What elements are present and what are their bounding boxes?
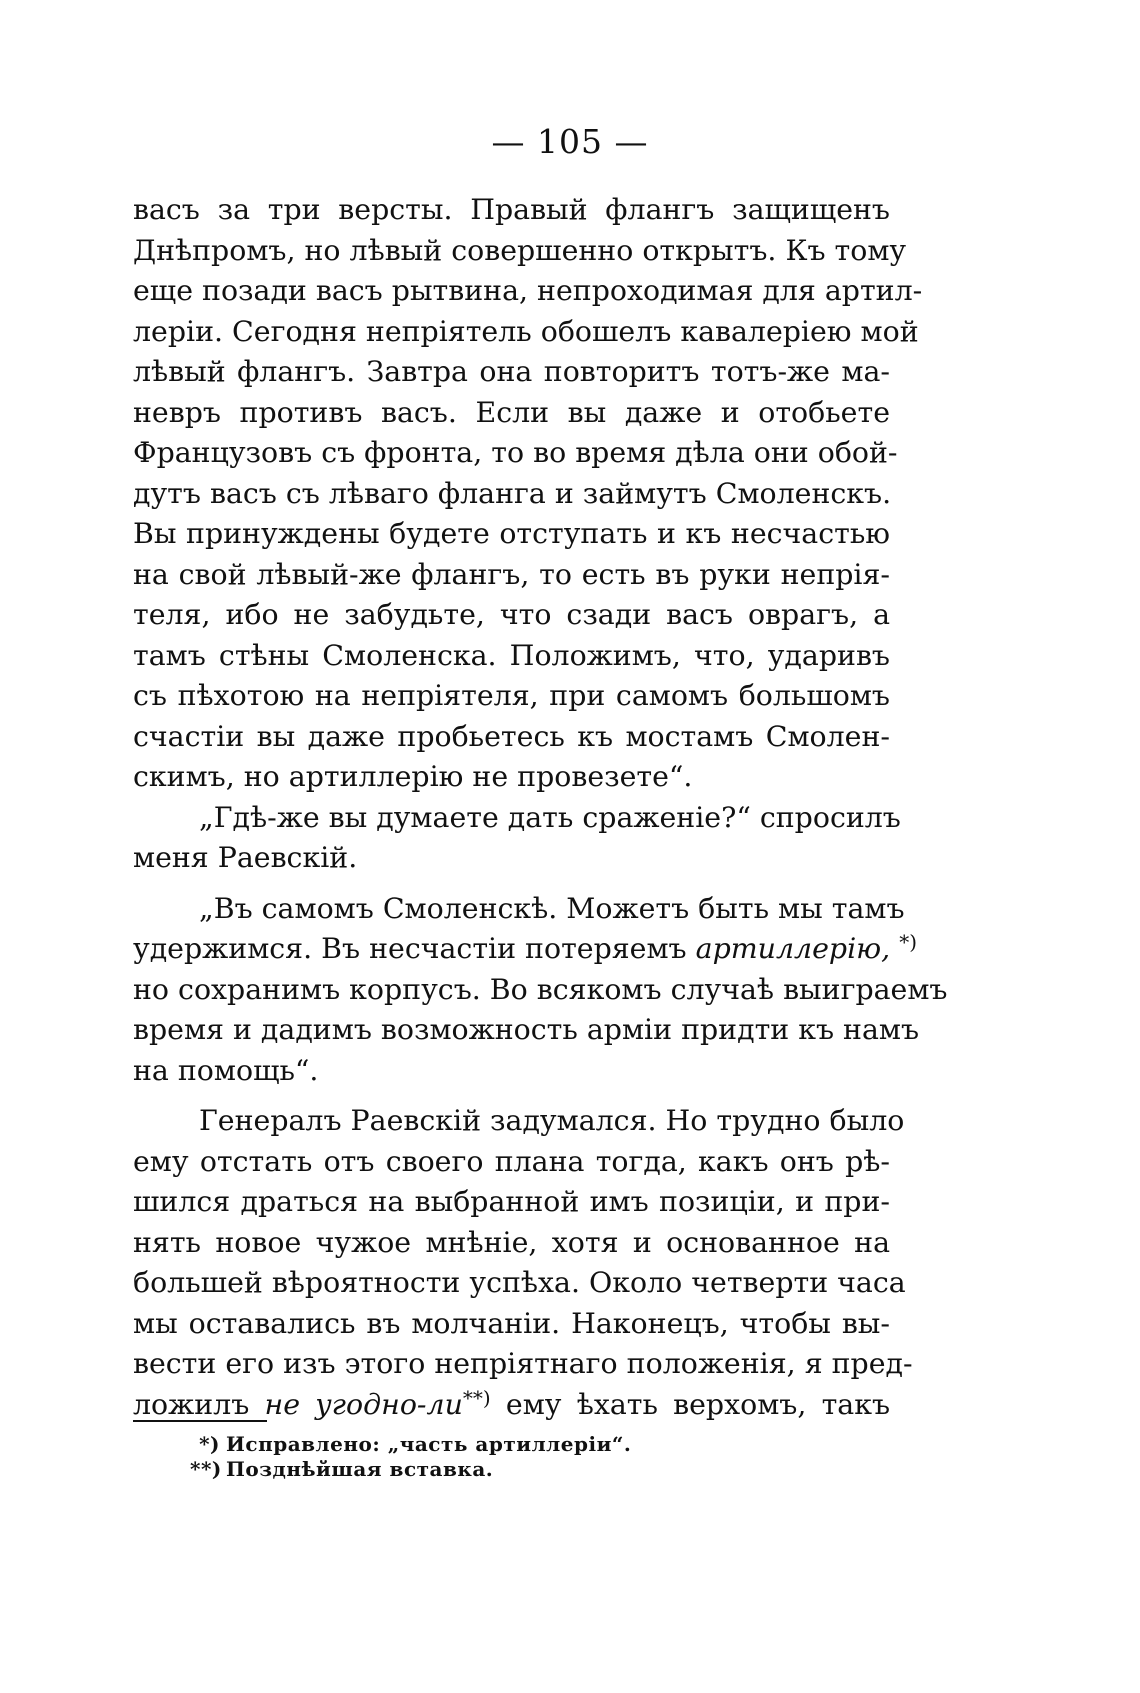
paragraph-start-line: „Въ самомъ Смоленскѣ. Можетъ быть мы тамъ <box>199 891 905 925</box>
text-line: васъ за три версты. Правый флангъ защищенъ <box>133 193 890 226</box>
text-line: теля, ибо не забудьте, что сзади васъ оврагъ, а <box>133 598 890 631</box>
footnote <box>190 1432 631 1457</box>
text-line: счастіи вы даже пробьетесь къ мостамъ Смолен- <box>133 719 890 753</box>
footnote-text: Позднѣйшая вставка. <box>226 1457 494 1481</box>
text-line: время и дадимъ возможность арміи придти къ намъ <box>133 1013 920 1046</box>
text-line <box>133 1385 890 1426</box>
text-line: на помощь“. <box>133 1053 319 1087</box>
text-line: лѣвый флангъ. Завтра она повторитъ тотъ-же ма- <box>133 355 890 388</box>
text-line: леріи. Сегодня непріятель обошелъ кавалеріею мой <box>133 314 919 348</box>
footnote-marker: *) <box>899 930 918 954</box>
text-line: Французовъ съ фронта, то во время дѣла они обой- <box>133 436 898 469</box>
text-line: Вы принуждены будете отступать и къ несчастью <box>133 517 890 550</box>
text-line: мы оставались въ молчаніи. Наконецъ, чтобы вы- <box>133 1306 890 1340</box>
text-line: съ пѣхотою на непріятеля, при самомъ большомъ <box>133 679 890 712</box>
text-line: дутъ васъ съ лѣваго фланга и займутъ Смоленскъ. <box>133 476 892 510</box>
text-line: нять новое чужое мнѣніе, хотя и основанное на <box>133 1225 890 1259</box>
text-line: Днѣпромъ, но лѣвый совершенно открытъ. Къ тому <box>133 233 907 267</box>
text-segment: ему ѣхать верхомъ, такъ <box>505 1387 891 1421</box>
paragraph-start-line: Генералъ Раевскій задумался. Но трудно было <box>199 1104 905 1137</box>
footnote-label: *) <box>199 1432 220 1456</box>
text-line: большей вѣроятности успѣха. Около четверти часа <box>133 1266 906 1299</box>
text-line: скимъ, но артиллерію не провезете“. <box>133 760 693 793</box>
text-line: но сохранимъ корпусъ. Во всякомъ случаѣ выиграемъ <box>133 972 948 1006</box>
italic-emphasis: не угодно-ли <box>264 1387 463 1421</box>
text-line: ему отстать отъ своего плана тогда, какъ онъ рѣ- <box>133 1144 890 1178</box>
footnote-divider <box>133 1420 267 1422</box>
text-line: меня Раевскій. <box>133 841 358 874</box>
footnote-label: **) <box>190 1457 222 1481</box>
page-number: — 105 — <box>491 122 649 161</box>
text-line: шился драться на выбранной имъ позиціи, и при- <box>133 1185 890 1218</box>
footnote-marker: **) <box>462 1385 491 1410</box>
footnote <box>190 1457 631 1482</box>
text-line: еще позади васъ рытвина, непроходимая для артил- <box>133 274 923 307</box>
text-segment: ложилъ <box>133 1387 250 1421</box>
text-line: на свой лѣвый-же флангъ, то есть въ руки непрія- <box>133 557 890 591</box>
text-line <box>133 929 918 970</box>
text-line: невръ противъ васъ. Если вы даже и отобьете <box>133 395 890 429</box>
text-line: вести его изъ этого непріятнаго положенія, я пред- <box>133 1347 913 1380</box>
text-segment: удержимся. Въ несчастіи потеряемъ <box>133 932 687 965</box>
text-line: тамъ стѣны Смоленска. Положимъ, что, ударивъ <box>133 638 890 672</box>
body-text <box>133 190 948 1425</box>
paragraph-start-line: „Гдѣ-же вы думаете дать сраженіе?“ спросилъ <box>199 800 901 834</box>
footnotes <box>190 1432 631 1482</box>
italic-emphasis: артиллерію, <box>695 932 891 965</box>
footnote-text: Исправлено: „часть артиллеріи“. <box>226 1432 632 1456</box>
